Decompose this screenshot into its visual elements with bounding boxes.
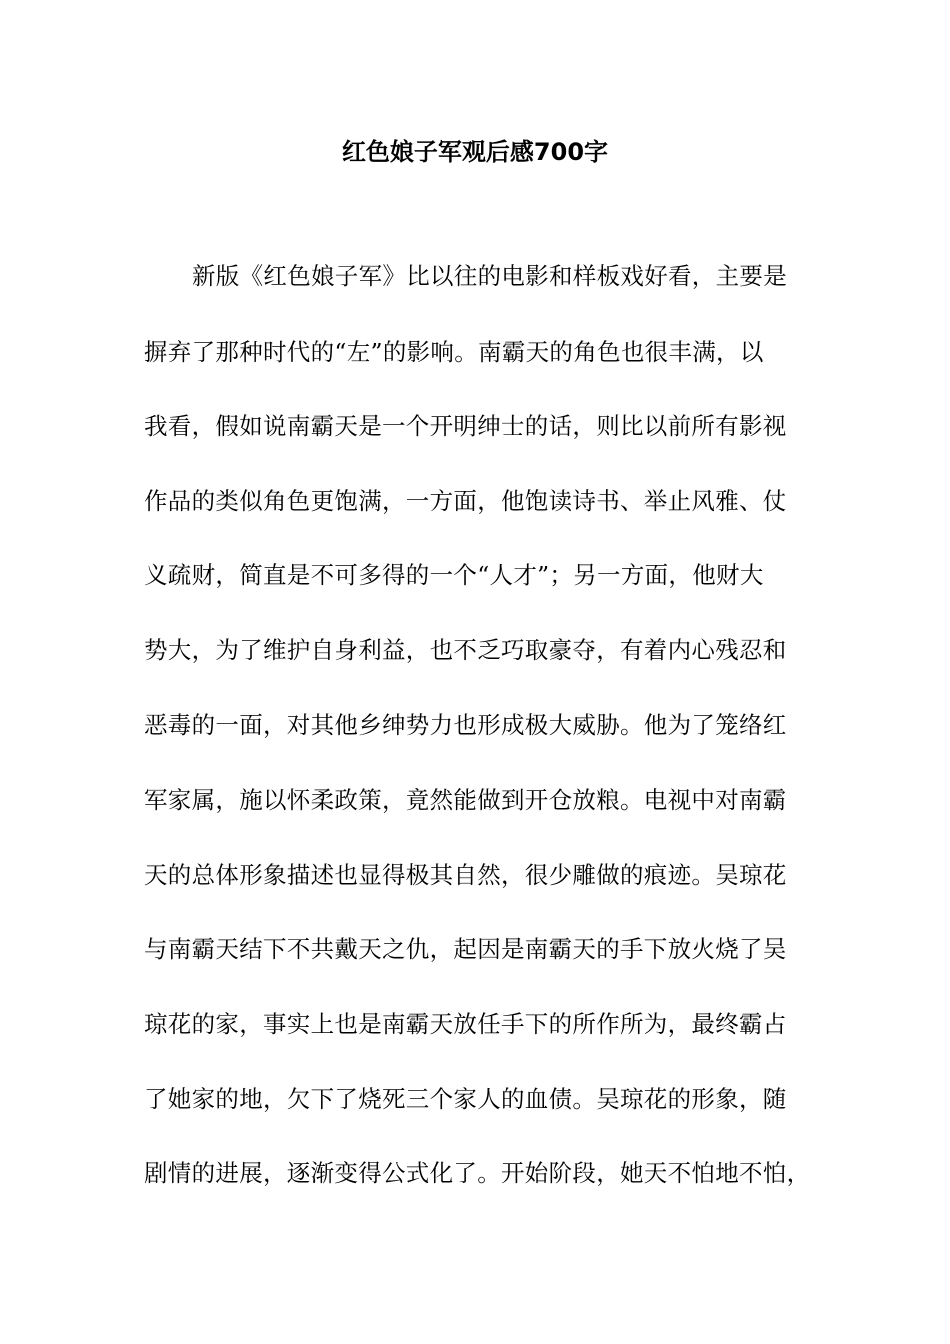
paragraph-line: 琼花的家，事实上也是南霸天放任手下的所作所为，最终霸占 [144, 1010, 787, 1038]
paragraph-line: 军家属，施以怀柔政策，竟然能做到开仓放粮。电视中对南霸 [144, 786, 787, 814]
paragraph-line: 作品的类似角色更饱满，一方面，他饱读诗书、举止风雅、仗 [144, 487, 787, 515]
paragraph-line: 与南霸天结下不共戴天之仇，起因是南霸天的手下放火烧了吴 [144, 935, 787, 963]
paragraph-line: 恶毒的一面，对其他乡绅势力也形成极大威胁。他为了笼络红 [144, 711, 787, 739]
paragraph-line: 我看，假如说南霸天是一个开明绅士的话，则比以前所有影视 [144, 412, 787, 440]
paragraph-line: 摒弃了那种时代的“左”的影响。南霸天的角色也很丰满，以 [144, 338, 764, 366]
paragraph-line: 势大，为了维护自身利益，也不乏巧取豪夺，有着内心残忍和 [144, 636, 787, 664]
document-title: 红色娘子军观后感700字 [341, 138, 609, 166]
paragraph-line: 剧情的进展，逐渐变得公式化了。开始阶段，她天不怕地不怕， [144, 1159, 811, 1187]
paragraph-line: 义疏财，简直是不可多得的一个“人才”；另一方面，他财大 [144, 561, 764, 589]
paragraph-line: 了她家的地，欠下了烧死三个家人的血债。吴琼花的形象，随 [144, 1085, 787, 1113]
paragraph-line: 天的总体形象描述也显得极其自然，很少雕做的痕迹。吴琼花 [144, 861, 787, 889]
paragraph-line: 新版《红色娘子军》比以往的电影和样板戏好看，主要是 [192, 262, 787, 290]
